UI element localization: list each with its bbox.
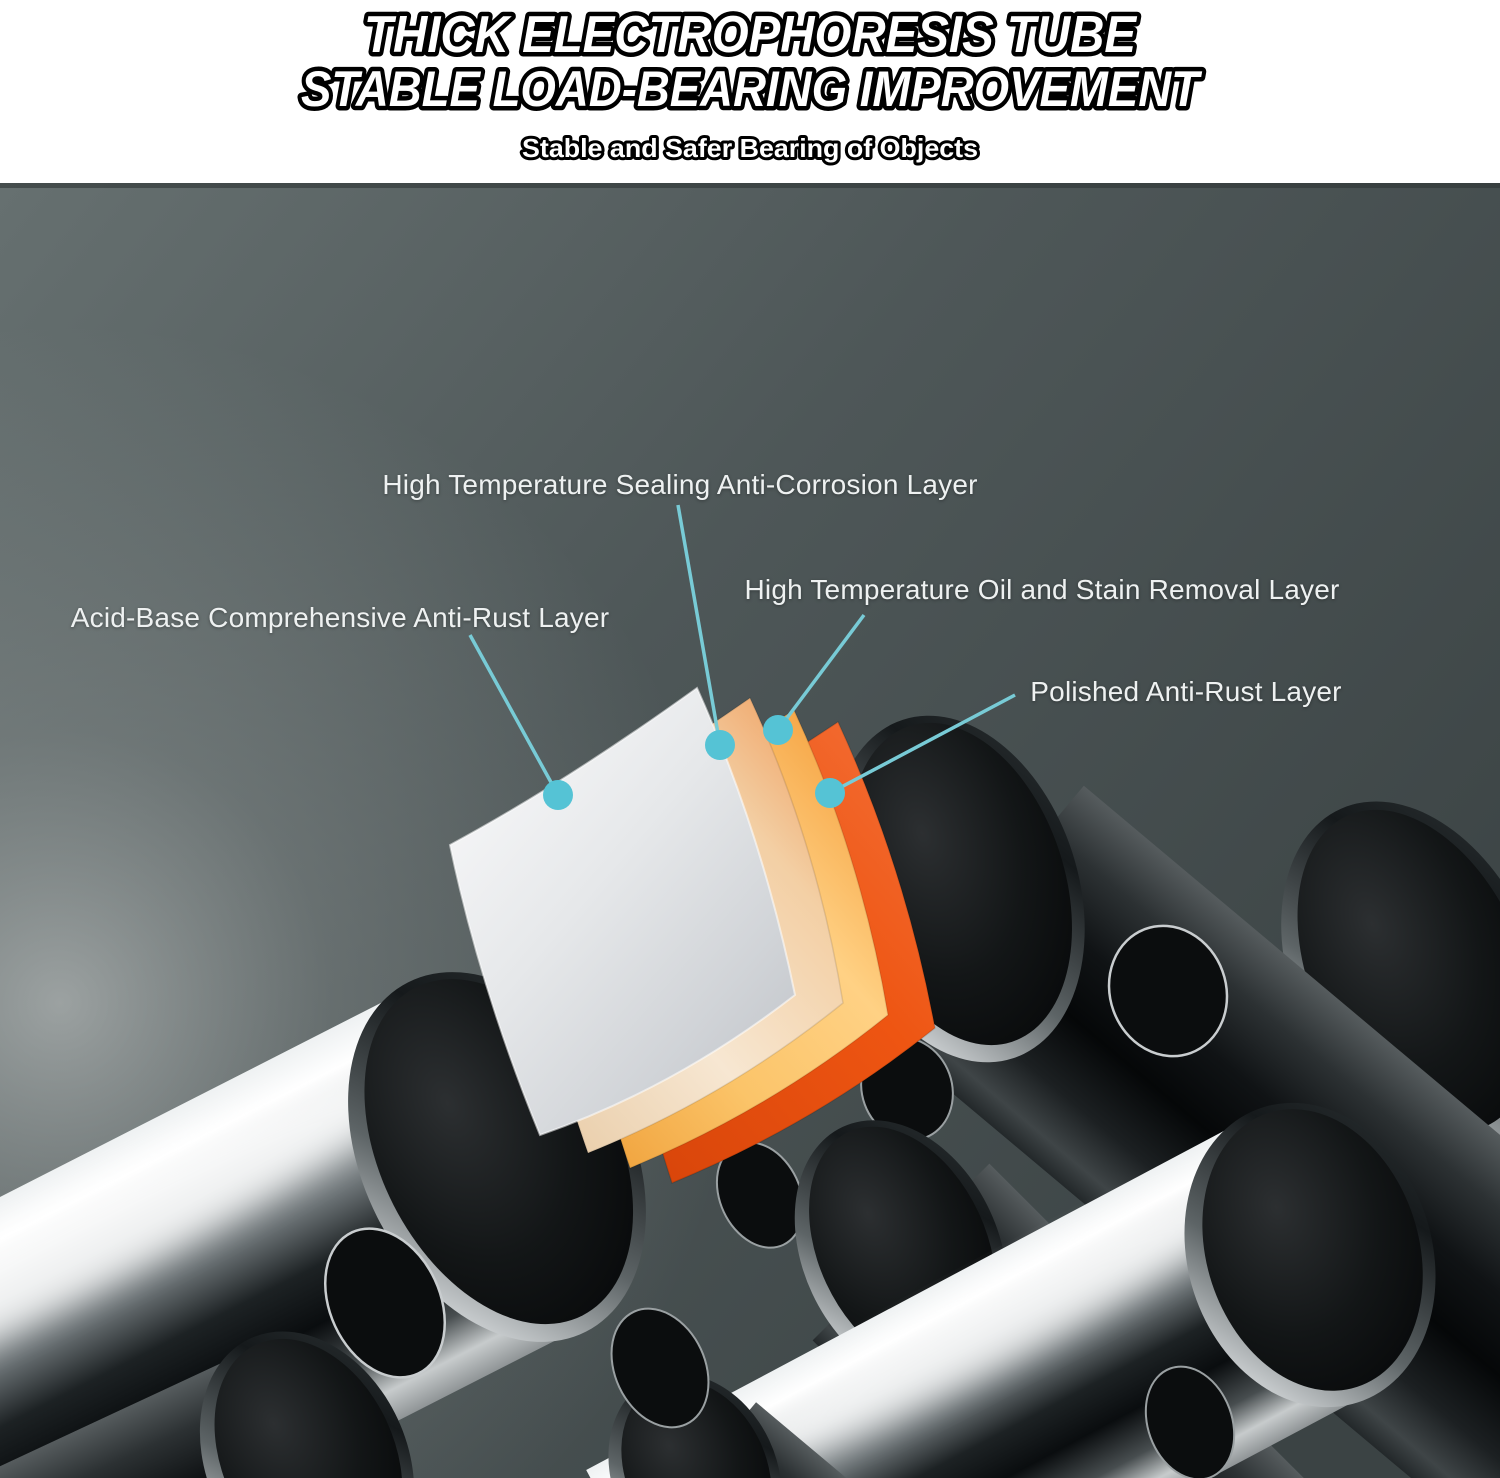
- callout-dot-acid-rust: [543, 780, 573, 810]
- callout-dot-polished: [815, 778, 845, 808]
- label-oil-stain-layer: High Temperature Oil and Stain Removal Layer: [744, 574, 1340, 605]
- title-line-2: STABLE LOAD-BEARING IMPROVEMENT: [301, 61, 1204, 117]
- title-line-1: THICK ELECTROPHORESIS TUBE: [364, 6, 1138, 64]
- product-photo: [0, 183, 1500, 1478]
- label-acid-rust-layer: Acid-Base Comprehensive Anti-Rust Layer: [70, 602, 610, 633]
- tube-scene: [0, 183, 1500, 1478]
- photo-top-edge: [0, 183, 1500, 188]
- label-polished-layer: Polished Anti-Rust Layer: [1030, 676, 1342, 707]
- label-sealing-layer: High Temperature Sealing Anti-Corrosion Layer: [382, 469, 978, 500]
- callout-dot-sealing: [705, 730, 735, 760]
- title-block: [0, 0, 1500, 183]
- callout-dot-oil-stain: [763, 715, 793, 745]
- subtitle: Stable and Safer Bearing of Objects: [522, 133, 978, 163]
- header: [0, 0, 1500, 183]
